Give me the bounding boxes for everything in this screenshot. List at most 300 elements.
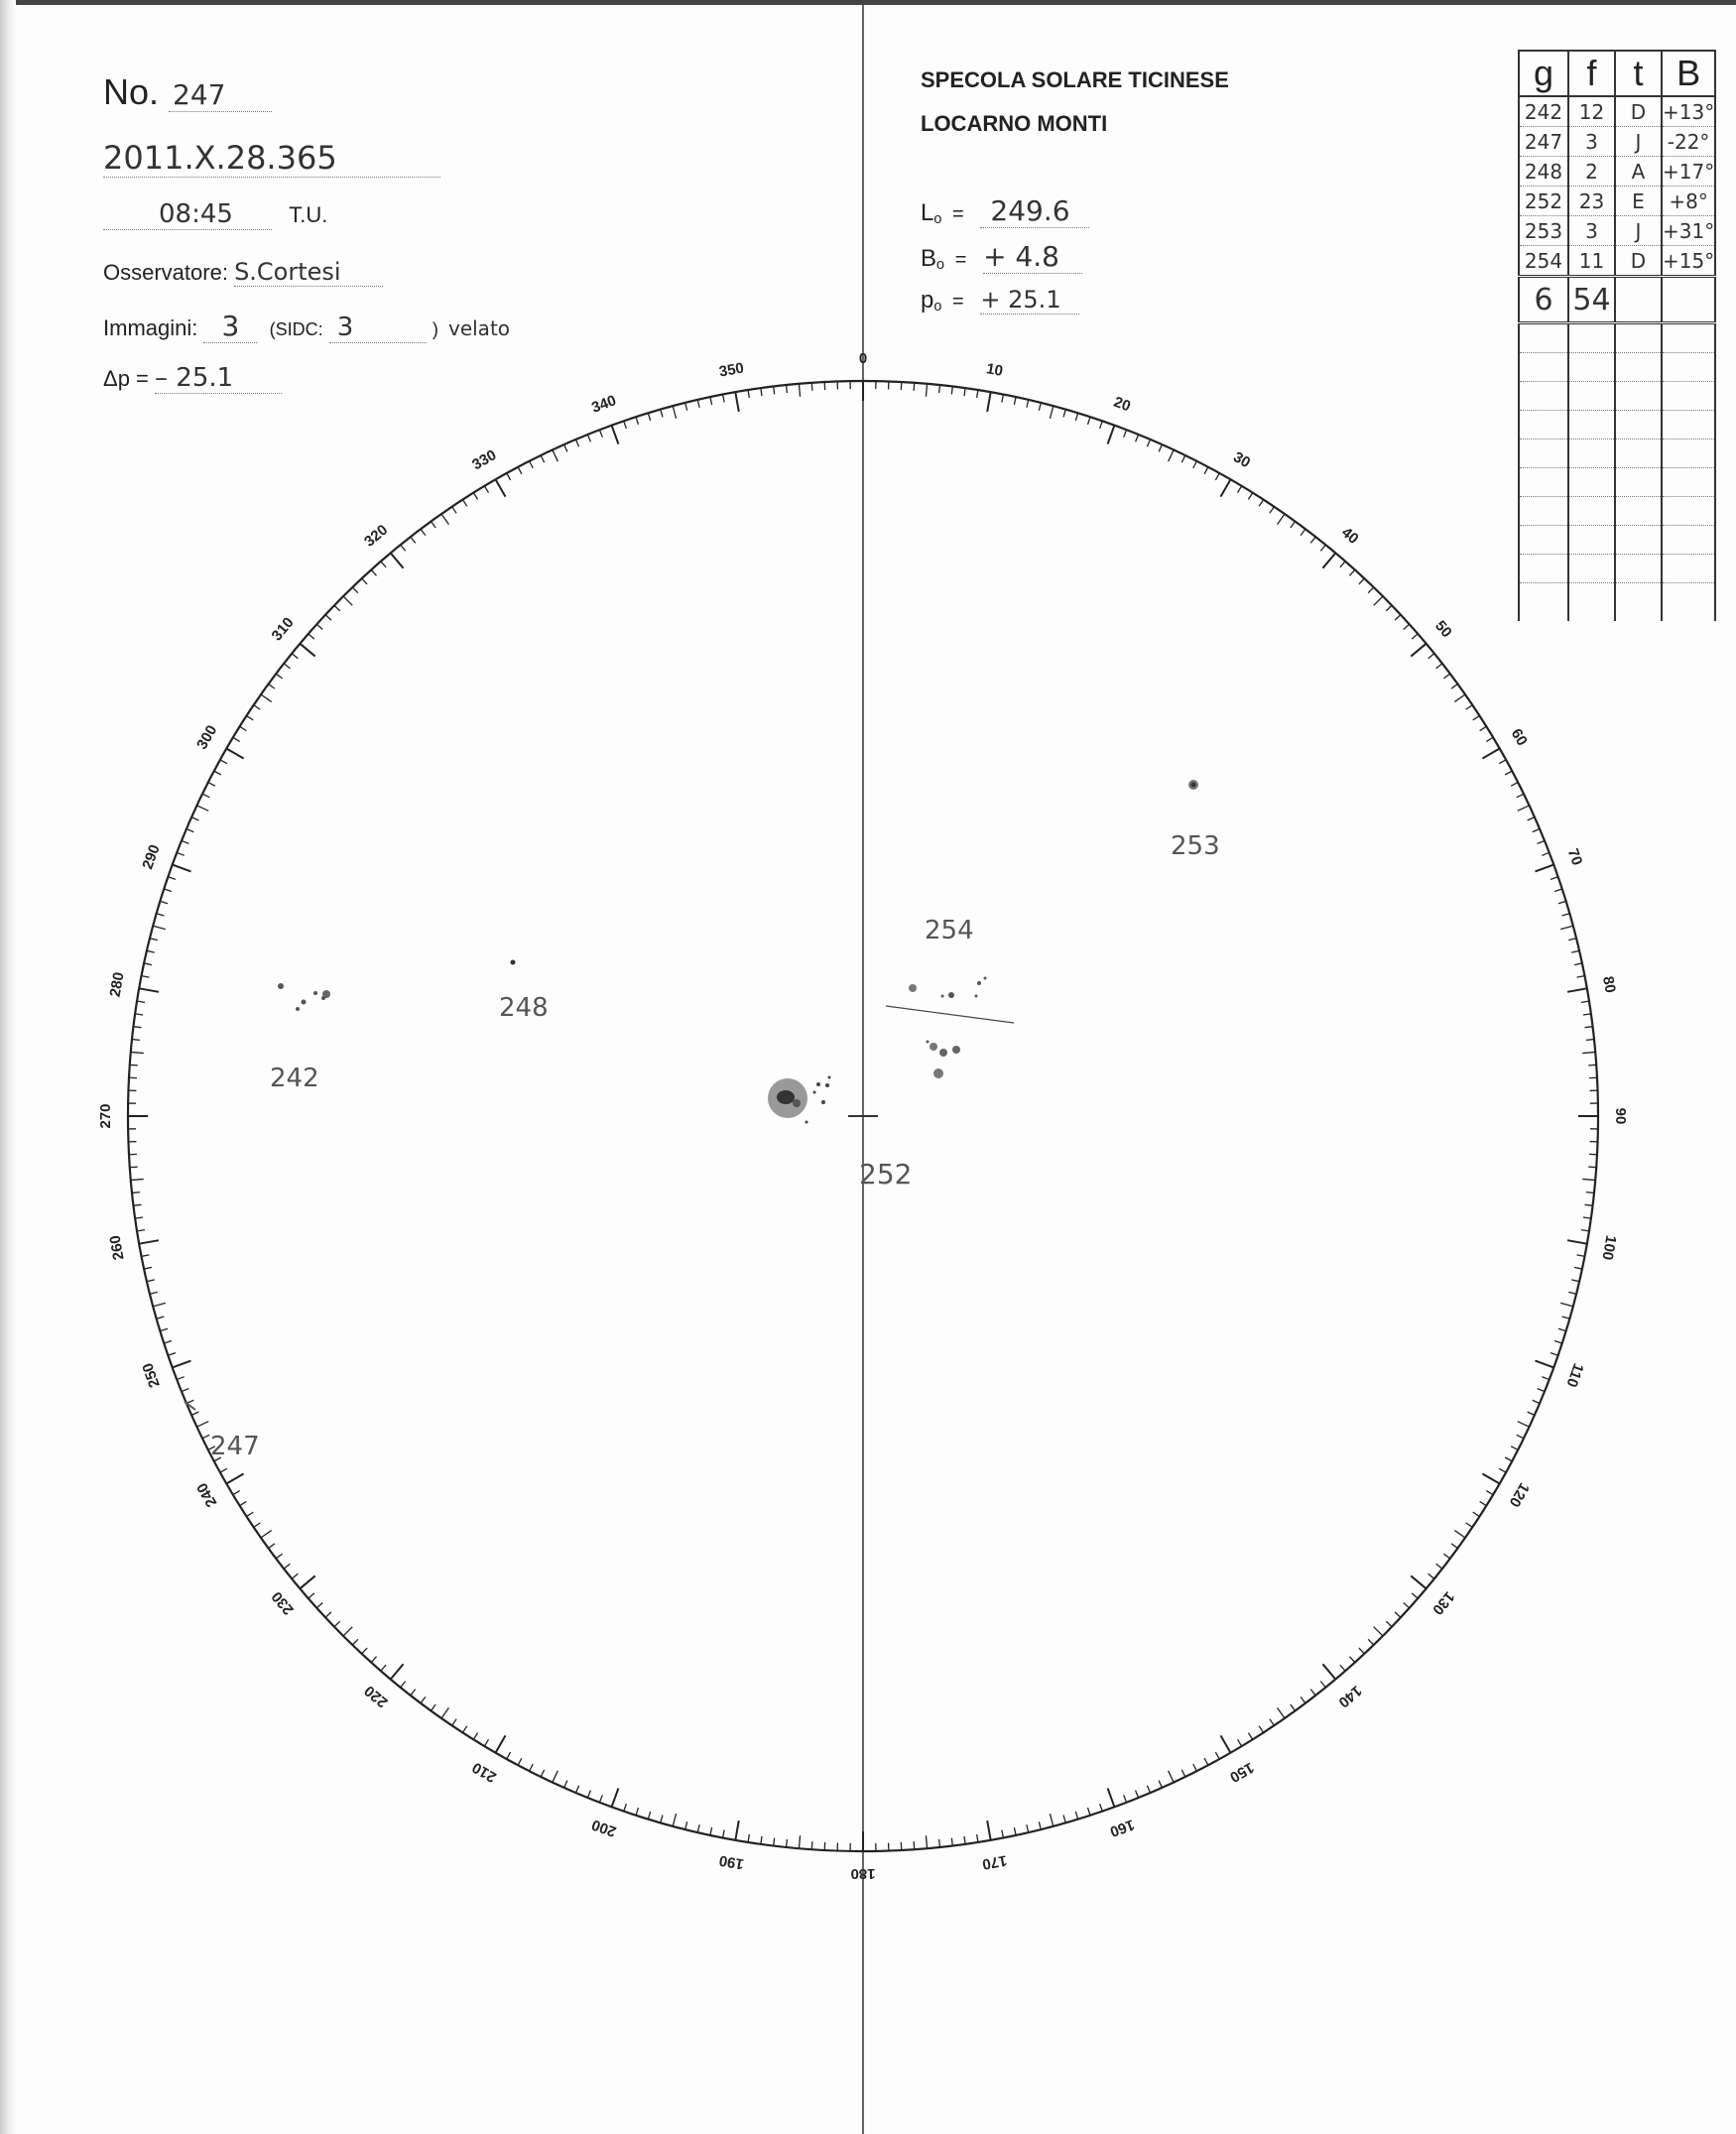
degree-tick — [1571, 1280, 1579, 1282]
degree-tick — [1428, 654, 1434, 659]
degree-tick — [362, 578, 367, 584]
degree-tick — [496, 479, 506, 496]
cell-latitude: +17° — [1662, 157, 1715, 187]
sunspot — [511, 960, 516, 965]
L0-equals: = — [952, 203, 964, 225]
degree-tick — [951, 1838, 952, 1846]
degree-tick — [1574, 963, 1582, 965]
degree-tick — [168, 1353, 176, 1356]
degree-tick — [135, 1217, 143, 1218]
degree-tick — [1100, 421, 1103, 429]
degree-tick — [1428, 1573, 1434, 1578]
degree-tick — [411, 1690, 416, 1695]
degree-tick — [939, 385, 940, 393]
degree-tick — [1412, 1593, 1418, 1598]
degree-tick — [1340, 562, 1345, 567]
degree-tick — [1517, 794, 1524, 798]
degree-tick — [964, 388, 965, 396]
degree-tick — [914, 383, 915, 391]
degree-label: 10 — [984, 360, 1005, 380]
time-value: 08:45 — [103, 199, 272, 230]
degree-tick — [147, 950, 155, 952]
degree-tick — [1002, 1830, 1004, 1838]
sunspot — [278, 983, 284, 989]
degree-tick — [269, 684, 275, 689]
degree-tick — [811, 383, 812, 391]
date-value: 2011.X.28.365 — [103, 139, 440, 178]
degree-tick — [150, 1292, 158, 1294]
degree-tick — [518, 1758, 522, 1765]
degree-tick — [157, 914, 165, 916]
degree-label: 240 — [193, 1479, 221, 1510]
degree-tick — [599, 1795, 602, 1802]
degree-tick — [636, 417, 638, 425]
degree-tick — [1562, 914, 1570, 916]
group-label-252: 252 — [859, 1158, 913, 1191]
degree-tick — [1482, 1474, 1499, 1484]
degree-tick — [1404, 1602, 1410, 1607]
degree-tick — [371, 569, 376, 575]
degree-label: 150 — [1226, 1758, 1257, 1786]
degree-tick — [391, 553, 404, 567]
degree-label: 220 — [361, 1682, 392, 1711]
degree-tick — [1100, 1804, 1103, 1812]
cell-group: 252 — [1519, 187, 1568, 216]
degree-tick — [587, 435, 590, 441]
cell-latitude: +15° — [1662, 246, 1715, 277]
degree-label: 290 — [139, 842, 164, 872]
degree-tick — [1088, 417, 1090, 425]
degree-tick — [648, 1812, 650, 1820]
degree-tick — [1581, 1001, 1589, 1002]
degree-tick — [1404, 624, 1410, 629]
degree-tick — [153, 926, 166, 929]
degree-tick — [131, 1052, 144, 1053]
degree-tick — [1480, 726, 1487, 730]
degree-tick — [1395, 1612, 1401, 1617]
degree-tick — [269, 1544, 275, 1549]
degree-tick — [1270, 1719, 1274, 1726]
degree-tick — [316, 1602, 322, 1607]
degree-tick — [1517, 1435, 1524, 1439]
sunspot — [933, 1068, 943, 1078]
cell-group: 248 — [1519, 157, 1568, 187]
images-value: 3 — [203, 310, 257, 343]
degree-tick — [1181, 1770, 1185, 1777]
degree-tick — [484, 1739, 488, 1746]
degree-tick — [1340, 1665, 1345, 1671]
degree-tick — [1147, 439, 1150, 446]
degree-tick — [787, 385, 788, 393]
group-separator-line — [886, 1006, 1014, 1023]
degree-label: 190 — [717, 1851, 746, 1873]
sunspot — [948, 992, 954, 998]
cell-type: D — [1615, 96, 1662, 127]
total-groups: 6 — [1519, 277, 1568, 323]
degree-tick — [1193, 1764, 1197, 1771]
cell-count: 11 — [1568, 246, 1615, 277]
degree-tick — [507, 1752, 511, 1759]
degree-tick — [157, 1317, 165, 1318]
degree-tick — [1374, 596, 1383, 605]
sunspot — [977, 981, 981, 985]
degree-tick — [240, 726, 247, 730]
degree-tick — [173, 865, 191, 872]
cell-latitude: +31° — [1662, 216, 1715, 246]
number-value: 247 — [169, 78, 272, 112]
degree-tick — [247, 1512, 254, 1516]
degree-tick — [1014, 397, 1016, 405]
degree-tick — [1585, 1204, 1593, 1205]
sidc-value: 3 — [329, 313, 427, 343]
degree-tick — [964, 1836, 965, 1844]
degree-tick — [1550, 877, 1558, 880]
degree-tick — [774, 1838, 775, 1846]
degree-tick — [1443, 674, 1449, 679]
degree-tick — [1511, 1446, 1518, 1450]
degree-tick — [1528, 1412, 1535, 1415]
degree-tick — [1248, 1733, 1252, 1740]
degree-tick — [1486, 1491, 1493, 1495]
B0-equals: = — [954, 249, 967, 271]
degree-tick — [1585, 1027, 1593, 1028]
degree-tick — [735, 392, 738, 412]
sky-condition: velato — [447, 316, 511, 340]
sunspot-group-252 — [768, 1076, 831, 1124]
degree-tick — [1368, 1639, 1374, 1645]
cell-count: 23 — [1568, 187, 1615, 216]
degree-tick — [233, 1491, 240, 1495]
degree-tick — [1533, 1400, 1540, 1403]
sunspot — [302, 1000, 307, 1005]
header-g: g — [1519, 51, 1568, 96]
degree-tick — [261, 694, 272, 701]
degree-tick — [130, 1065, 138, 1066]
degree-tick — [518, 467, 522, 474]
cell-count: 2 — [1568, 157, 1615, 187]
degree-tick — [1554, 889, 1562, 891]
degree-tick — [309, 1593, 314, 1598]
degree-tick — [1436, 664, 1442, 669]
degree-tick — [177, 852, 184, 855]
degree-tick — [134, 1027, 142, 1028]
degree-tick — [1554, 1341, 1562, 1343]
degree-tick — [1454, 694, 1465, 701]
sunspot — [813, 1091, 816, 1094]
degree-tick — [1050, 406, 1053, 419]
degree-tick — [1538, 1389, 1545, 1392]
degree-tick — [139, 988, 159, 991]
cell-latitude: +13° — [1662, 96, 1715, 127]
degree-tick — [564, 1781, 567, 1788]
degree-tick — [144, 963, 152, 965]
degree-tick — [1204, 1758, 1208, 1765]
cell-type: A — [1615, 157, 1662, 187]
degree-label: 20 — [1111, 393, 1133, 416]
degree-tick — [160, 901, 168, 903]
number-label: No. — [103, 71, 160, 112]
degree-tick — [636, 1808, 638, 1816]
degree-tick — [1147, 1786, 1150, 1793]
degree-tick — [1291, 1704, 1296, 1710]
degree-tick — [381, 1665, 386, 1671]
degree-tick — [484, 486, 488, 493]
delta-p-value: – 25.1 — [155, 363, 282, 394]
degree-label: 170 — [980, 1851, 1009, 1873]
degree-tick — [284, 1564, 290, 1569]
degree-tick — [182, 1389, 188, 1392]
degree-label: 340 — [589, 392, 619, 417]
degree-tick — [697, 1824, 699, 1832]
cell-group: 253 — [1519, 216, 1568, 246]
degree-label: 100 — [1598, 1233, 1620, 1262]
degree-tick — [173, 1361, 191, 1368]
degree-tick — [137, 1230, 145, 1231]
degree-tick — [1574, 1267, 1582, 1269]
degree-tick — [182, 840, 188, 843]
degree-tick — [300, 644, 314, 657]
degree-tick — [462, 1726, 466, 1733]
degree-tick — [977, 1834, 978, 1842]
sunspot-umbra — [777, 1090, 795, 1104]
degree-tick — [1568, 939, 1576, 941]
degree-tick — [130, 1167, 138, 1168]
degree-tick — [761, 1836, 762, 1844]
sidc-label: (SIDC: — [269, 319, 323, 339]
degree-label: 270 — [96, 1103, 114, 1129]
degree-tick — [186, 828, 193, 831]
degree-tick — [240, 1501, 247, 1505]
degree-tick — [226, 1474, 243, 1484]
sunspot — [816, 1082, 820, 1086]
degree-tick — [142, 1255, 150, 1257]
degree-tick — [1577, 976, 1585, 978]
degree-tick — [142, 976, 150, 978]
degree-tick — [1586, 1040, 1594, 1041]
degree-tick — [1505, 1457, 1512, 1461]
degree-tick — [325, 615, 331, 620]
degree-tick — [1359, 1648, 1364, 1654]
degree-tick — [276, 674, 282, 679]
degree-tick — [352, 1639, 358, 1645]
degree-tick — [1002, 395, 1004, 403]
degree-tick — [411, 537, 416, 543]
degree-label: 30 — [1230, 448, 1254, 472]
degree-tick — [1238, 486, 1242, 493]
degree-tick — [441, 1707, 448, 1718]
degree-tick — [612, 1789, 619, 1808]
degree-tick — [261, 1531, 272, 1538]
degree-tick — [1533, 828, 1540, 831]
degree-tick — [191, 817, 198, 820]
degree-tick — [401, 1682, 406, 1688]
degree-tick — [1499, 1468, 1506, 1472]
degree-tick — [153, 1303, 166, 1306]
degree-label: 300 — [193, 722, 221, 753]
degree-tick — [612, 426, 619, 444]
degree-tick — [139, 1240, 159, 1243]
degree-tick — [1562, 1317, 1570, 1318]
degree-tick — [624, 421, 627, 429]
sunspot — [952, 1046, 960, 1054]
cell-group: 254 — [1519, 246, 1568, 277]
degree-tick — [300, 1575, 314, 1588]
cell-type: J — [1615, 127, 1662, 157]
degree-tick — [220, 1468, 227, 1472]
header-t: t — [1615, 51, 1662, 96]
degree-tick — [774, 387, 775, 395]
degree-tick — [214, 771, 221, 775]
degree-tick — [1473, 715, 1480, 719]
degree-tick — [1560, 1303, 1573, 1306]
sunspot — [927, 1041, 930, 1044]
degree-tick — [541, 455, 545, 462]
degree-tick — [1238, 1739, 1242, 1746]
degree-label: 310 — [268, 614, 298, 645]
degree-tick — [1039, 403, 1041, 411]
total-spots: 54 — [1568, 277, 1615, 323]
degree-label: 50 — [1431, 617, 1455, 642]
degree-tick — [292, 654, 298, 659]
degree-tick — [137, 1001, 145, 1002]
p0-equals: = — [952, 291, 964, 313]
degree-tick — [147, 1280, 155, 1282]
degree-tick — [1075, 1812, 1077, 1820]
degree-tick — [1169, 449, 1174, 461]
degree-tick — [1278, 514, 1285, 525]
degree-tick — [673, 1814, 676, 1826]
degree-tick — [1301, 1696, 1305, 1702]
L0-value: 249.6 — [980, 194, 1089, 228]
degree-tick — [1159, 444, 1162, 451]
degree-tick — [1221, 1735, 1231, 1752]
degree-tick — [1136, 435, 1139, 441]
degree-tick — [914, 1841, 915, 1849]
degree-tick — [226, 749, 243, 759]
images-label: Immagini: — [103, 315, 198, 340]
group-label-247: 247 — [210, 1432, 260, 1461]
degree-tick — [599, 430, 602, 437]
degree-tick — [1027, 400, 1029, 408]
degree-tick — [334, 605, 340, 611]
degree-tick — [343, 596, 352, 605]
degree-tick — [1466, 705, 1473, 709]
L0-label: L — [921, 199, 934, 226]
degree-label: 110 — [1562, 1360, 1587, 1390]
cell-count: 3 — [1568, 127, 1615, 157]
degree-tick — [587, 1791, 590, 1798]
degree-tick — [233, 737, 240, 741]
degree-tick — [1511, 783, 1518, 787]
sunspot-group-248 — [511, 960, 516, 965]
degree-tick — [723, 395, 725, 403]
L0-subscript: o — [933, 211, 942, 228]
degree-tick — [553, 449, 558, 461]
degree-tick — [1536, 1361, 1554, 1368]
degree-tick — [1536, 865, 1554, 872]
cell-latitude: +8° — [1662, 187, 1715, 216]
sunspot — [939, 1049, 947, 1057]
degree-tick — [977, 390, 978, 398]
degree-tick — [1505, 771, 1512, 775]
degree-tick — [1480, 1501, 1487, 1505]
cell-latitude: -22° — [1662, 127, 1715, 157]
degree-label: 120 — [1505, 1479, 1533, 1510]
degree-tick — [1359, 578, 1364, 584]
degree-label: 40 — [1337, 524, 1362, 548]
degree-tick — [685, 1821, 687, 1829]
sunspot-group-247-mark — [185, 1402, 195, 1410]
degree-tick — [1050, 1814, 1053, 1826]
degree-tick — [530, 461, 534, 468]
degree-tick — [462, 500, 466, 507]
cell-count: 12 — [1568, 96, 1615, 127]
degree-tick — [1571, 950, 1579, 952]
sunspot — [793, 1099, 801, 1107]
degree-tick — [1550, 1353, 1558, 1356]
group-label-242: 242 — [270, 1064, 319, 1093]
degree-tick — [1386, 605, 1392, 611]
sunspot-umbra — [1191, 783, 1196, 788]
degree-tick — [473, 1733, 477, 1740]
degree-tick — [811, 1841, 812, 1849]
observer-label: Osservatore: — [103, 260, 228, 285]
degree-tick — [1320, 1682, 1325, 1688]
degree-label: 210 — [469, 1758, 500, 1786]
sunspot — [984, 977, 987, 980]
degree-tick — [1412, 634, 1418, 639]
degree-label: 80 — [1599, 974, 1619, 995]
degree-tick — [134, 1204, 142, 1205]
degree-tick — [1577, 1255, 1585, 1257]
degree-tick — [352, 587, 358, 593]
degree-label: 60 — [1507, 725, 1531, 749]
degree-tick — [371, 1657, 376, 1663]
degree-tick — [541, 1770, 545, 1777]
B0-label: B — [921, 245, 937, 272]
degree-tick — [1411, 1575, 1426, 1588]
degree-tick — [1538, 840, 1545, 843]
degree-tick — [421, 529, 426, 535]
cell-type: D — [1615, 246, 1662, 277]
degree-tick — [1124, 1795, 1127, 1802]
sunspot — [806, 1121, 808, 1124]
degree-label: 320 — [361, 521, 392, 551]
degree-tick — [1436, 1564, 1442, 1569]
observatory-name: SPECOLA SOLARE TICINESE — [921, 67, 1229, 92]
degree-tick — [1542, 852, 1549, 855]
degree-tick — [575, 1786, 578, 1793]
degree-tick — [1588, 1167, 1596, 1168]
degree-tick — [787, 1839, 788, 1847]
degree-tick — [1374, 1627, 1383, 1636]
degree-tick — [1169, 1771, 1174, 1783]
degree-tick — [530, 1764, 534, 1771]
degree-label: 200 — [589, 1816, 619, 1840]
degree-tick — [661, 1816, 663, 1823]
cell-group: 242 — [1519, 96, 1568, 127]
degree-tick — [1542, 1377, 1549, 1380]
degree-tick — [1259, 1726, 1263, 1733]
degree-tick — [473, 493, 477, 500]
degree-tick — [1136, 1791, 1139, 1798]
degree-tick — [1558, 901, 1566, 903]
p0-label: p — [921, 287, 934, 314]
degree-label: 330 — [469, 446, 500, 474]
degree-tick — [987, 1820, 990, 1840]
degree-tick — [1063, 410, 1065, 418]
degree-tick — [316, 624, 322, 629]
